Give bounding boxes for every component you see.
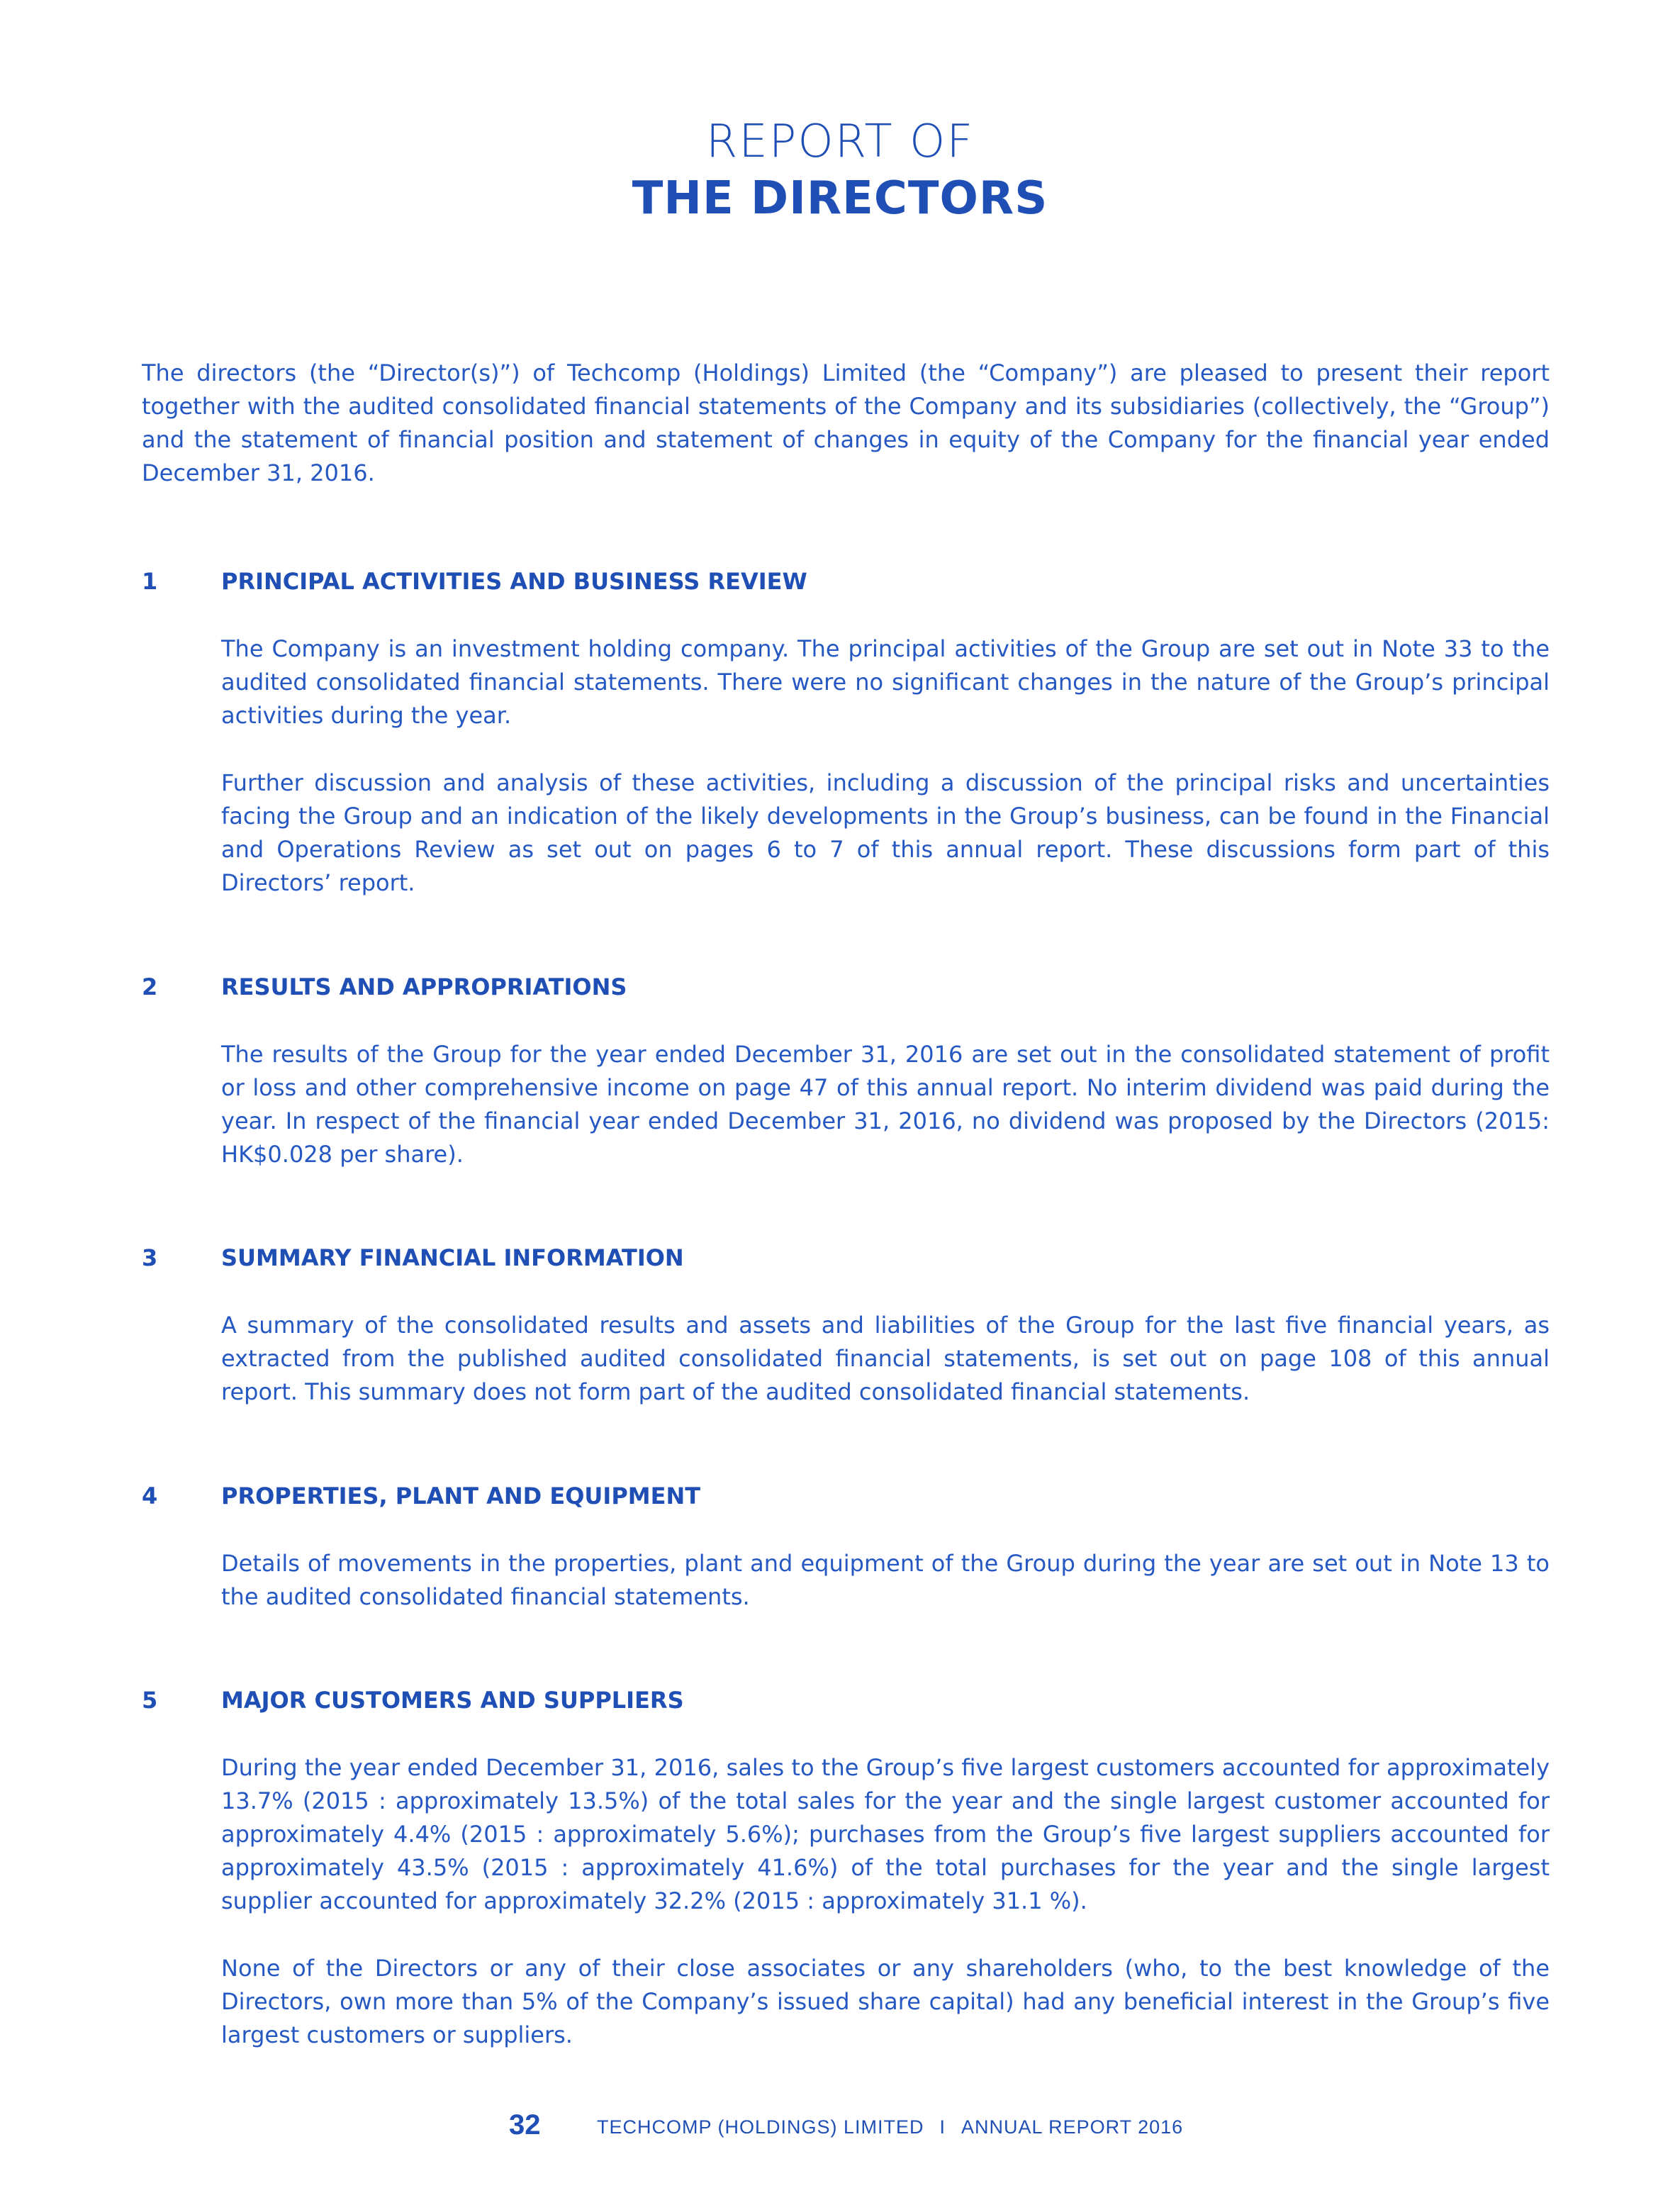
section-heading	[142, 564, 1550, 598]
section-results-appropriations	[142, 970, 1550, 1171]
section-number: 3	[142, 1244, 158, 1271]
page-title	[0, 113, 1680, 227]
section-heading	[142, 1241, 1550, 1275]
section-number: 2	[142, 973, 158, 1000]
section-principal-activities	[142, 564, 1550, 900]
section-heading	[142, 1479, 1550, 1513]
footer-report-title: ANNUAL REPORT 2016	[961, 2116, 1184, 2138]
section-properties-plant-equipment	[142, 1479, 1550, 1614]
section-paragraph: During the year ended December 31, 2016, sales to the Group’s five largest customers accounted for approximately 13.7% (2015 : approximately 13.5%) of the total sales for the year and the single largest customer accounted for approximately 4.4% (2015 : approximately 5.6%); purchases from the Group’s five largest suppliers accounted for approximately 43.5% (2015 : approximately 41.6%) of the total purchases for the year and the single largest supplier accounted for approximately 32.2% (2015 : approximately 31.1 %).	[221, 1754, 1550, 1914]
section-paragraph: The results of the Group for the year ended December 31, 2016 are set out in the consolidated statement of profit or loss and other comprehensive income on page 47 of this annual report. No interim dividend was paid during the year. In respect of the financial year ended December 31, 2016, no dividend was proposed by the Directors (2015: HK$0.028 per share).	[221, 1041, 1550, 1168]
section-paragraph: A summary of the consolidated results and assets and liabilities of the Group for the last five financial years, as extracted from the published audited consolidated financial statements, is set out on page 108 of this annual report. This summary does not form part of the audited consolidated financial statements.	[221, 1312, 1550, 1405]
footer-text	[597, 2116, 1183, 2138]
title-line-2: THE DIRECTORS	[632, 172, 1048, 225]
section-paragraph: The Company is an investment holding company. The principal activities of the Group are set out in Note 33 to the audited consolidated financial statements. There were no significant changes in the nature of the Group’s principal activities during the year.	[221, 635, 1550, 729]
section-summary-financial-information	[142, 1241, 1550, 1409]
footer-company: TECHCOMP (HOLDINGS) LIMITED	[597, 2116, 924, 2138]
page-number: 32	[509, 2109, 541, 2140]
section-number: 1	[142, 568, 158, 595]
section-title: PRINCIPAL ACTIVITIES AND BUSINESS REVIEW	[221, 568, 807, 595]
intro-paragraph: The directors (the “Director(s)”) of Techcomp (Holdings) Limited (the “Company”) are pleased to present their report together with the audited consolidated financial statements of the Company and its subsidiaries (collectively, the “Group”) and the statement of financial position and statement of changes in equity of the Company for the financial year ended December 31, 2016.	[142, 359, 1550, 486]
section-title: PROPERTIES, PLANT AND EQUIPMENT	[221, 1483, 701, 1509]
title-line-1: REPORT OF	[705, 116, 975, 168]
page-footer	[0, 2109, 1680, 2145]
footer-separator: I	[939, 2116, 946, 2138]
section-heading	[142, 1683, 1550, 1717]
section-paragraph: None of the Directors or any of their close associates or any shareholders (who, to the best knowledge of the Directors, own more than 5% of the Company’s issued share capital) had any beneficial interest in the Group’s five largest customers or suppliers.	[221, 1955, 1550, 2048]
section-title: SUMMARY FINANCIAL INFORMATION	[221, 1244, 684, 1271]
section-number: 5	[142, 1687, 158, 1714]
section-number: 4	[142, 1483, 158, 1509]
section-major-customers-suppliers	[142, 1683, 1550, 2052]
section-title: RESULTS AND APPROPRIATIONS	[221, 973, 627, 1000]
section-paragraph: Further discussion and analysis of these activities, including a discussion of the principal risks and uncertainties facing the Group and an indication of the likely developments in the Group’s business, can be found in the Financial and Operations Review as set out on pages 6 to 7 of this annual report. These discussions form part of this Directors’ report.	[221, 769, 1550, 896]
section-paragraph: Details of movements in the properties, plant and equipment of the Group during the year are set out in Note 13 to the audited consolidated financial statements.	[221, 1550, 1550, 1610]
section-title: MAJOR CUSTOMERS AND SUPPLIERS	[221, 1687, 684, 1714]
section-heading	[142, 970, 1550, 1004]
